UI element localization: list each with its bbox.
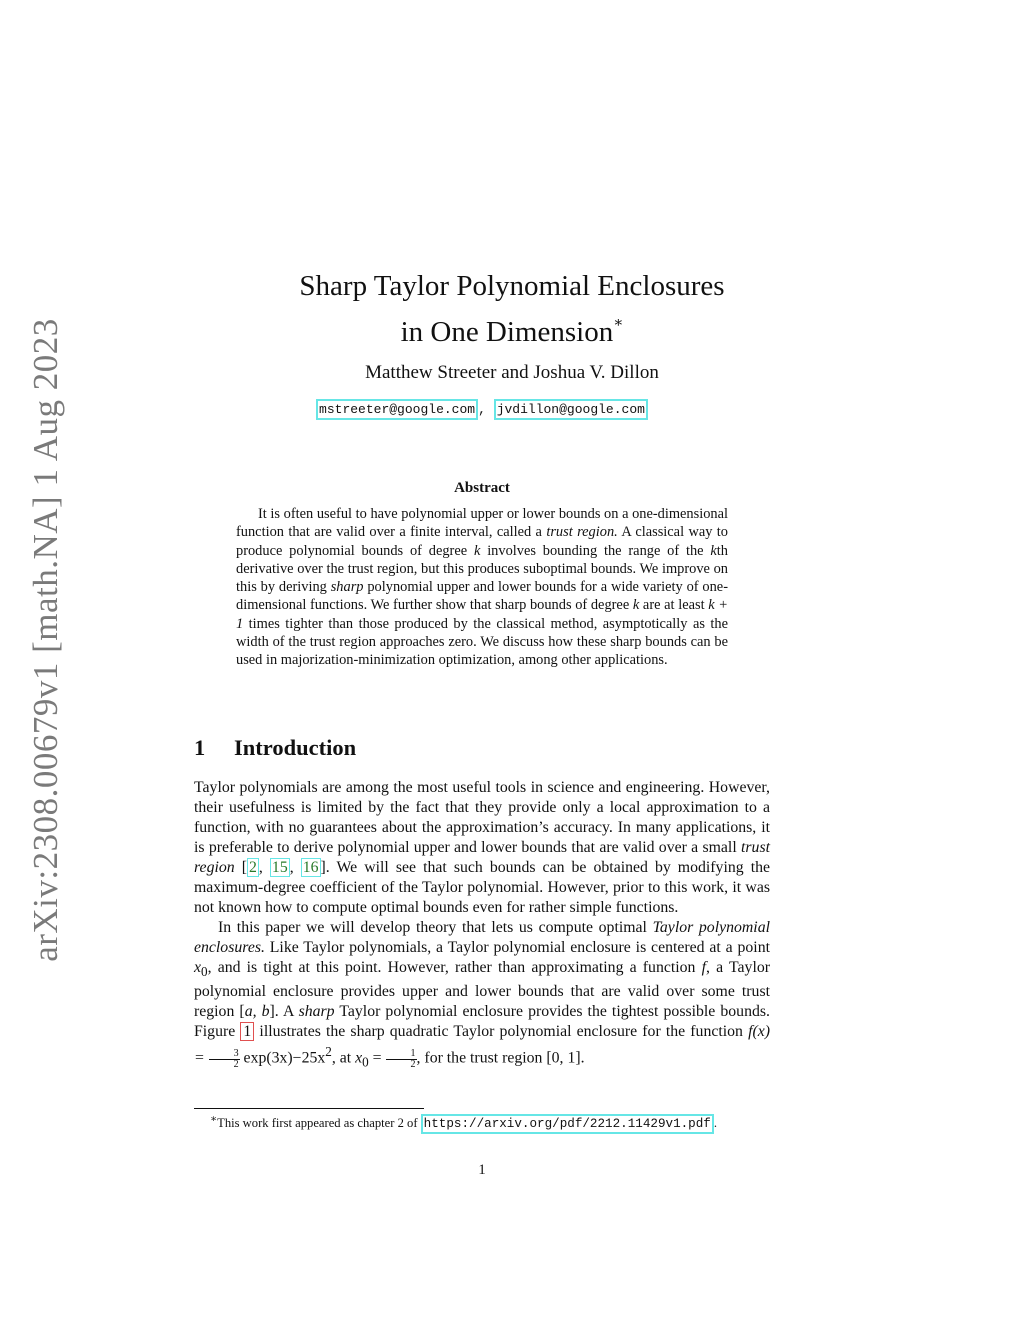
fraction-one-half: $\frac{1}{2}$ xyxy=(386,1049,417,1070)
title-line-1: Sharp Taylor Polynomial Enclosures xyxy=(299,270,725,302)
page-number: 1 xyxy=(478,1162,486,1178)
figure-1-link[interactable]: 1 xyxy=(240,1022,254,1041)
footnote-divider xyxy=(194,1108,424,1109)
paper-title xyxy=(0,268,1024,351)
fraction-three-halves: $\frac{3}{2}$ xyxy=(209,1049,240,1070)
email-list xyxy=(0,402,964,417)
intro-paragraph-1: Taylor polynomials are among the most useful tools in science and engineering. However, their usefulness is limited by the fact that they provide only a local approximation to a function, with no guarantees about the approximation’s accuracy. In many applications, it is preferable to derive polynomial upper and lower bounds that are valid over a small trust region [ 2 , 15 , 16 ]. We will see that such bounds can be obtained by modifying the maximum-degree coefficient of the Taylor polynomial. However, prior to this work, it was not known how to compute optimal bounds even for rather simple functions. xyxy=(194,779,770,916)
email-link-streeter[interactable]: mstreeter@google.com xyxy=(316,399,478,420)
footnote-url-link[interactable]: https://arxiv.org/pdf/2212.11429v1.pdf xyxy=(421,1114,714,1134)
section-heading xyxy=(194,735,356,761)
intro-paragraph-2: In this paper we will develop theory that lets us compute optimal Taylor polynomial enclosures. Like Taylor polynomials, a Taylor polynomial enclosure is centered at a point $x_0$, and is tight at this point. However, rather than approximating a function f, a Taylor polynomial enclosure provides upper and lower bounds that are valid over some trust region [a, b]. A sharp Taylor polynomial enclosure provides the tightest possible bounds. Figure 1 illustrates the sharp quadratic Taylor polynomial enclosure for the function f(x) = $\frac{3}{2}$ $\exp(3x)-25x^2$, at $x_0$ = $\frac{1}{2}$ , for the trust region [0, 1]. xyxy=(194,919,770,1071)
section-number: 1 xyxy=(194,735,206,760)
abstract-text: It is often useful to have polynomial upper or lower bounds on a one-dimensional function that are valid over a finite interval, called a trust region. A classical way to produce polynomial bounds of degree k involves bounding the range of the kth derivative over the trust region, but this produces suboptimal bounds. We improve on this by deriving sharp polynomial upper and lower bounds for a wide variety of one-dimensional functions. We further show that sharp bounds of degree k are at least k + 1 times tighter than those produced by the classical method, asymptotically as the width of the trust region approaches zero. We discuss how these sharp bounds can be used in majorization-minimization optimization, among other applications. xyxy=(236,506,728,669)
footnote: ∗This work first appeared as chapter 2 of https://arxiv.org/pdf/2212.11429v1.pdf . xyxy=(210,1113,717,1131)
arxiv-identifier: arXiv:2308.00679v1 [math.NA] 1 Aug 2023 xyxy=(26,318,66,962)
citation-link-2[interactable]: 2 xyxy=(249,859,257,876)
arxiv-side-stamp xyxy=(22,318,70,962)
title-footnote-mark: ∗ xyxy=(613,315,624,331)
citation-link-15[interactable]: 15 xyxy=(271,859,288,876)
abstract-heading: Abstract xyxy=(454,480,510,496)
email-separator: , xyxy=(478,402,486,417)
section-title: Introduction xyxy=(234,735,357,760)
email-link-dillon[interactable]: jvdillon@google.com xyxy=(494,399,648,420)
author-list: Matthew Streeter and Joshua V. Dillon xyxy=(365,362,659,383)
title-line-2: in One Dimension∗ xyxy=(400,315,624,348)
citation-link-16[interactable]: 16 xyxy=(302,859,319,876)
intro-body xyxy=(194,778,770,1073)
